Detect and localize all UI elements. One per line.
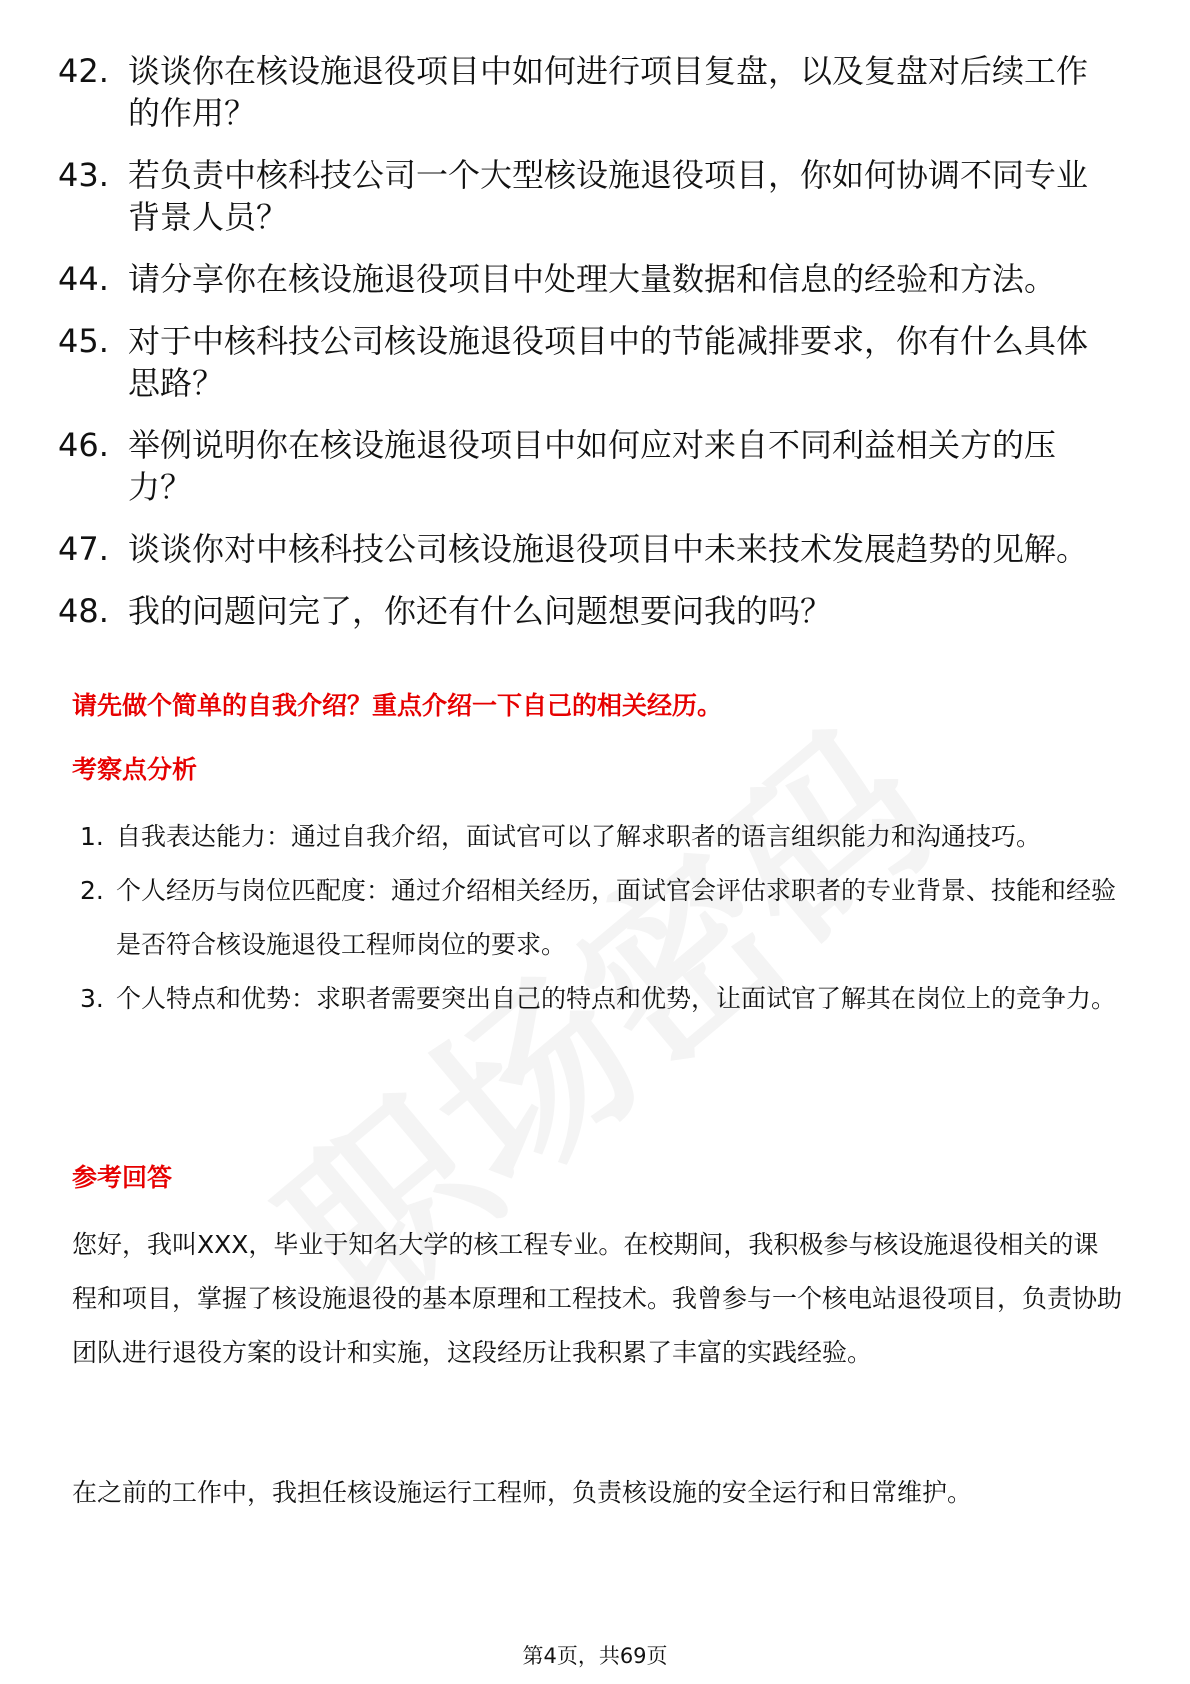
analysis-points <box>80 810 1120 1026</box>
page-footer: 第4页，共69页 <box>522 1644 668 1668</box>
list-item <box>58 590 1138 632</box>
list-item <box>58 320 1138 404</box>
question-number: 43. <box>58 156 109 194</box>
question-number: 44. <box>58 260 109 298</box>
answer-paragraph: 在之前的工作中，我担任核设施运行工程师，负责核设施的安全运行和日常维护。 <box>72 1478 973 1507</box>
list-item <box>80 972 1120 1026</box>
list-item <box>58 424 1138 508</box>
question-number: 47. <box>58 530 109 568</box>
question-text: 若负责中核科技公司一个大型核设施退役项目，你如何协调不同专业背景人员？ <box>128 156 1089 236</box>
point-number: 2. <box>80 876 104 905</box>
list-item <box>58 154 1138 238</box>
analysis-heading: 考察点分析 <box>72 755 198 784</box>
question-text: 举例说明你在核设施退役项目中如何应对来自不同利益相关方的压力？ <box>128 426 1057 506</box>
question-text: 谈谈你在核设施退役项目中如何进行项目复盘，以及复盘对后续工作的作用？ <box>128 52 1089 132</box>
question-text: 谈谈你对中核科技公司核设施退役项目中未来技术发展趋势的见解。 <box>128 530 1089 568</box>
question-number: 42. <box>58 52 109 90</box>
point-text: 自我表达能力：通过自我介绍，面试官可以了解求职者的语言组织能力和沟通技巧。 <box>116 822 1042 851</box>
point-text: 个人经历与岗位匹配度：通过介绍相关经历，面试官会评估求职者的专业背景、技能和经验是否符合核设施退役工程师岗位的要求。 <box>116 876 1117 959</box>
list-item <box>80 810 1120 864</box>
point-number: 3. <box>80 984 104 1013</box>
answer-heading: 参考回答 <box>72 1163 173 1192</box>
question-text: 请分享你在核设施退役项目中处理大量数据和信息的经验和方法。 <box>128 260 1057 298</box>
point-number: 1. <box>80 822 104 851</box>
answer-paragraph: 您好，我叫XXX，毕业于知名大学的核工程专业。在校期间，我积极参与核设施退役相关的课程和项目，掌握了核设施退役的基本原理和工程技术。我曾参与一个核电站退役项目，负责协助团队进行退役方案的设计和实施，这段经历让我积累了丰富的实践经验。 <box>72 1230 1123 1367</box>
question-number: 48. <box>58 592 109 630</box>
featured-question: 请先做个简单的自我介绍？重点介绍一下自己的相关经历。 <box>72 691 723 720</box>
question-number: 45. <box>58 322 109 360</box>
list-item <box>58 528 1138 570</box>
question-number: 46. <box>58 426 109 464</box>
question-list <box>58 50 1138 652</box>
point-text: 个人特点和优势：求职者需要突出自己的特点和优势，让面试官了解其在岗位上的竞争力。 <box>116 984 1117 1013</box>
question-text: 对于中核科技公司核设施退役项目中的节能减排要求，你有什么具体思路？ <box>128 322 1089 402</box>
question-text: 我的问题问完了，你还有什么问题想要问我的吗？ <box>128 592 833 630</box>
list-item <box>80 864 1120 972</box>
list-item <box>58 50 1138 134</box>
list-item <box>58 258 1138 300</box>
